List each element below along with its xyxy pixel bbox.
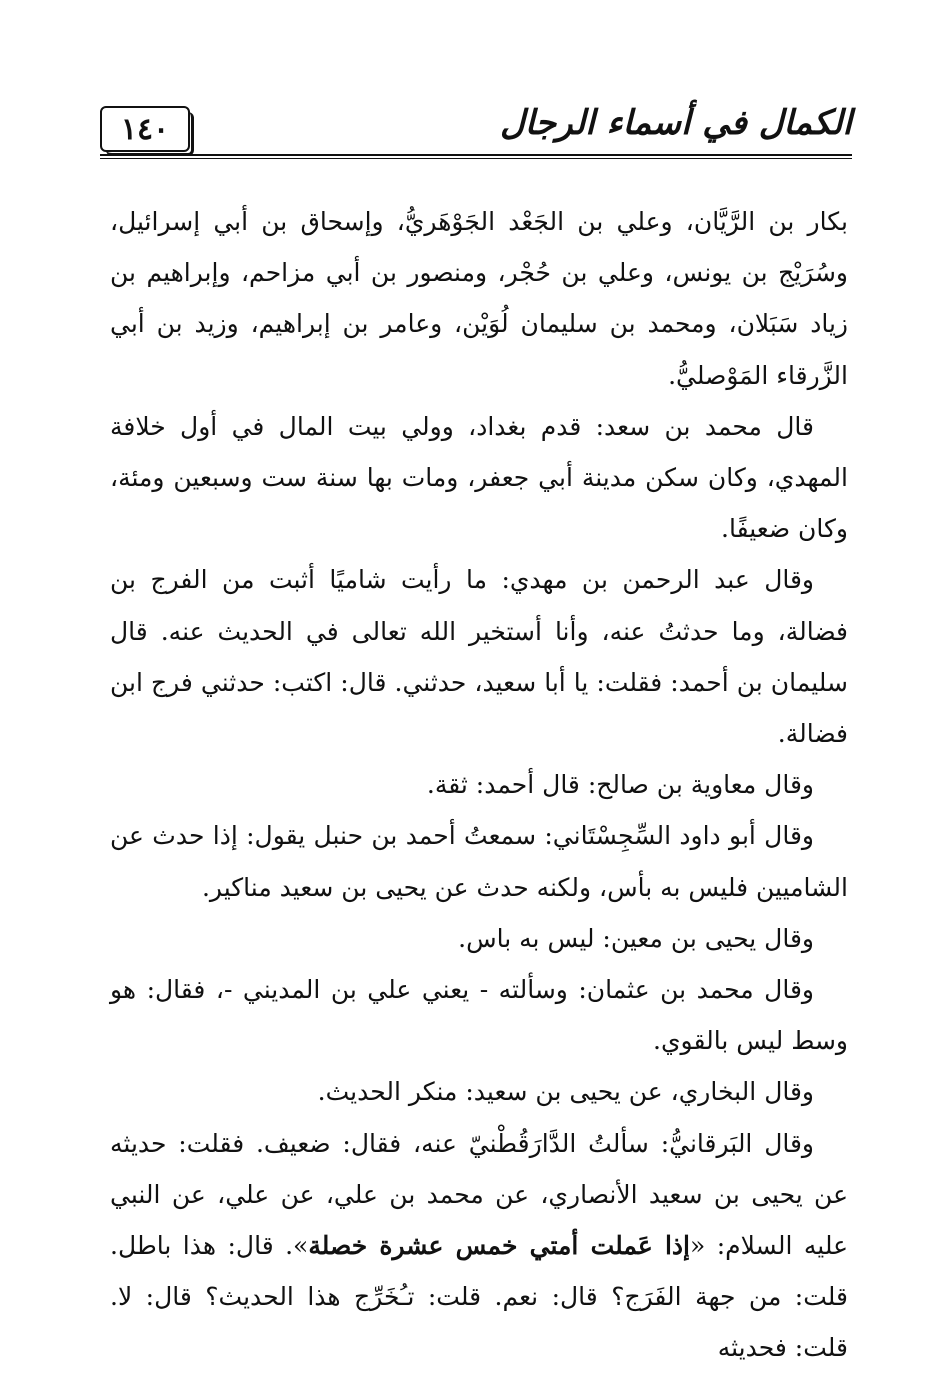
book-title: الكمال في أسماء الرجال [500, 103, 852, 143]
header-rule [100, 154, 852, 156]
page-header [100, 100, 852, 160]
page-number: ١٤٠ [100, 106, 190, 152]
paragraph-9-before: وقال البَرقانيُّ: سألتُ الدَّارَقُطْنيّ عنه، فقال: ضعيف. فقلت: حديثه عن يحيى بن سعيد الأنصاري، عن محمد بن علي، عن علي، عن النبي عليه السلام: « [110, 1128, 849, 1261]
paragraph-7: وقال محمد بن عثمان: وسألته - يعني علي بن المديني -، فقال: هو وسط ليس بالقوي. [110, 975, 848, 1056]
paragraph-9-after: ». قال: هذا باطل. قلت: من جهة الفَرَج؟ قال: نعم. قلت: تـُخَرِّج هذا الحديث؟ قال: لا. قلت: فحديثه [110, 1231, 848, 1363]
paragraph-2: قال محمد بن سعد: قدم بغداد، وولي بيت المال في أول خلافة المهدي، وكان سكن مدينة أبي جعفر، ومات بها سنة ست وسبعين ومئة، وكان ضعيفًا. [110, 411, 848, 544]
paragraph-1: بكار بن الرَّيَّان، وعلي بن الجَعْد الجَوْهَريُّ، وإسحاق بن أبي إسرائيل، وسُرَيْج بن يونس، وعلي بن حُجْر، ومنصور بن أبي مزاحم، وإبراهيم بن زياد سَبَلان، ومحمد بن سليمان لُوَيْن، وعامر بن إبراهيم، وزيد بن أبي الزَّرقاء المَوْصليُّ. [110, 207, 848, 390]
paragraph-3: وقال عبد الرحمن بن مهدي: ما رأيت شاميًا أثبت من الفرج بن فضالة، وما حدثتُ عنه، وأنا أستخير الله تعالى في الحديث عنه. قال سليمان بن أحمد: فقلت: يا أبا سعيد، حدثني. قال: اكتب: حدثني فرج ابن فضالة. [110, 565, 848, 749]
paragraph-5: وقال أبو داود السِّجِسْتَاني: سمعتُ أحمد بن حنبل يقول: إذا حدث عن الشاميين فليس به بأس، ولكنه حدث عن يحيى بن سعيد مناكير. [110, 821, 848, 902]
paragraph-6: وقال يحيى بن معين: ليس به باس. [458, 923, 814, 953]
paragraph-8: وقال البخاري، عن يحيى بن سعيد: منكر الحديث. [317, 1077, 814, 1107]
page-body [110, 196, 848, 1374]
hadith-quote: إذا عَملت أمتي خمس عشرة خصلة [308, 1231, 690, 1261]
header-rule-thin [100, 158, 852, 159]
paragraph-9 [110, 1118, 848, 1374]
paragraph-4: وقال معاوية بن صالح: قال أحمد: ثقة. [426, 770, 814, 800]
